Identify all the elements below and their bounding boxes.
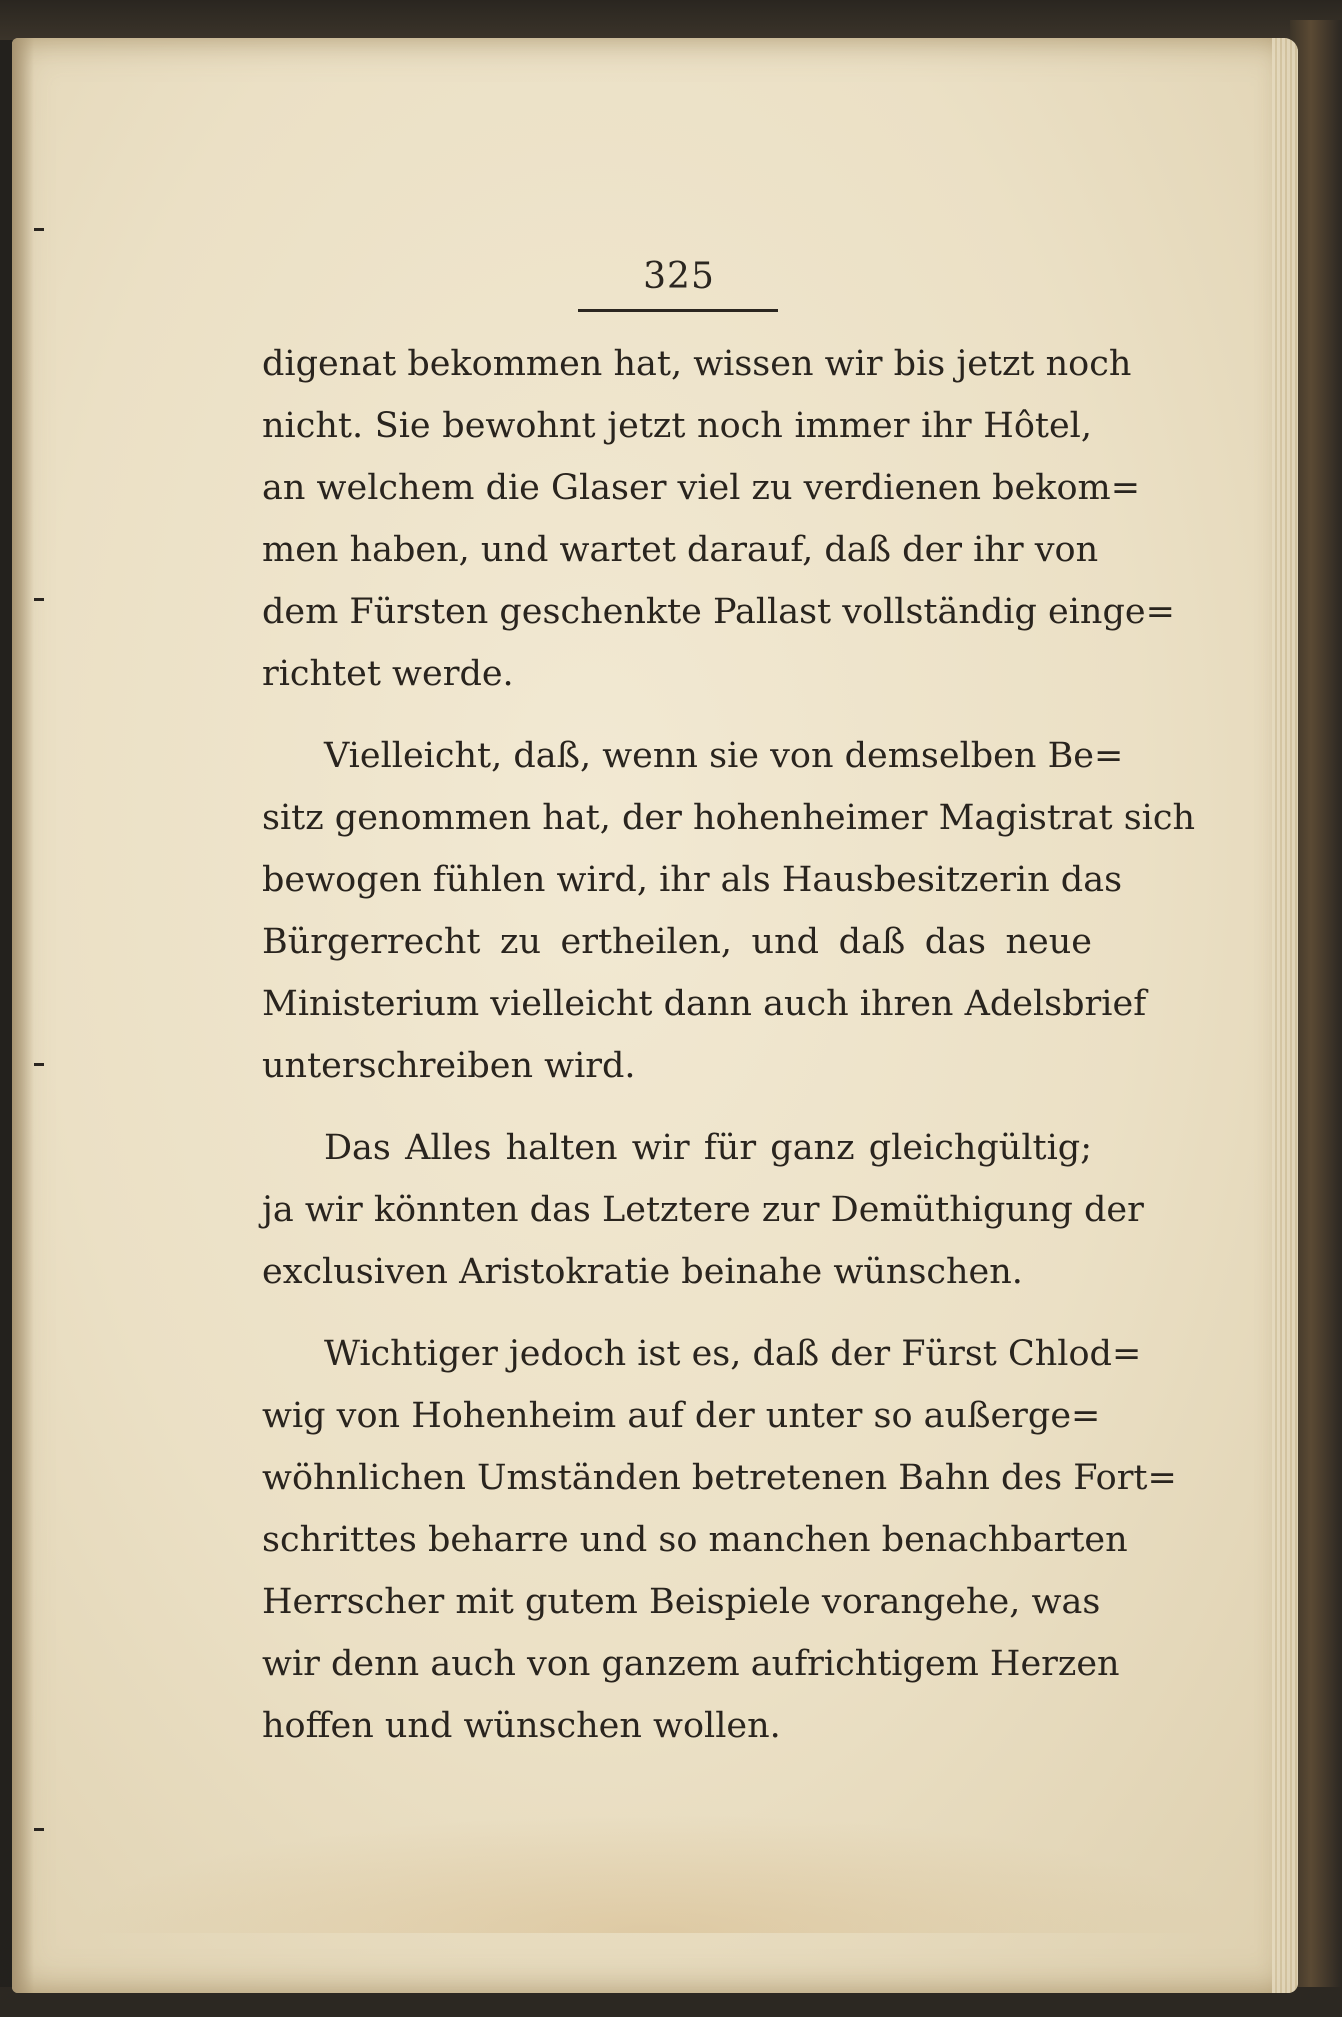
text-line: Herrscher mit gutem Beispiele vorangehe, was (262, 1582, 1101, 1622)
text-line: Bürgerrecht zu ertheilen, und daß das neue (262, 922, 1092, 962)
paragraph (262, 725, 1196, 1097)
text-line: wig von Hohenheim auf der unter so außerge= (262, 1396, 1101, 1436)
water-stain (72, 1813, 1232, 1933)
page-gutter-shadow (12, 38, 34, 1993)
text-line: sitz genommen hat, der hohenheimer Magistrat sich (262, 798, 1196, 838)
book-cover-top (0, 0, 1342, 40)
text-line: wöhnlichen Umständen betretenen Bahn des Fort= (262, 1458, 1177, 1498)
text-line: schrittes beharre und so manchen benachbarten (262, 1520, 1128, 1560)
text-line: digenat bekommen hat, wissen wir bis jetzt noch (262, 344, 1132, 384)
paper-page (12, 38, 1298, 1993)
binding-mark (34, 1828, 44, 1831)
body-text (262, 333, 1196, 1757)
text-line: men haben, und wartet darauf, daß der ihr von (262, 530, 1099, 570)
text-line: an welchem die Glaser viel zu verdienen bekom= (262, 468, 1141, 508)
text-line: Das Alles halten wir für ganz gleichgültig; (324, 1128, 1092, 1168)
text-line: unterschreiben wird. (262, 1046, 636, 1086)
text-line: bewogen fühlen wird, ihr als Hausbesitzerin das (262, 860, 1123, 900)
text-line: Ministerium vielleicht dann auch ihren Adelsbrief (262, 984, 1147, 1024)
text-line: Vielleicht, daß, wenn sie von demselben Be= (324, 736, 1124, 776)
page-edge (1272, 38, 1298, 1993)
text-line: richtet werde. (262, 654, 514, 694)
text-line: dem Fürsten geschenkte Pallast vollständig einge= (262, 592, 1175, 632)
paragraph (262, 1117, 1144, 1303)
text-line: nicht. Sie bewohnt jetzt noch immer ihr Hôtel, (262, 406, 1092, 446)
text-line: hoffen und wünschen wollen. (262, 1706, 781, 1746)
text-line: Wichtiger jedoch ist es, daß der Fürst Chlod= (324, 1334, 1142, 1374)
binding-mark (34, 1063, 44, 1066)
text-line: wir denn auch von ganzem aufrichtigem Herzen (262, 1644, 1120, 1684)
page-number: 325 (643, 256, 715, 297)
binding-mark (34, 228, 44, 231)
paragraph (262, 1323, 1177, 1757)
paragraph (262, 333, 1175, 705)
text-line: ja wir könnten das Letztere zur Demüthigung der (262, 1190, 1144, 1230)
header-rule (578, 309, 778, 312)
text-line: exclusiven Aristokratie beinahe wünschen. (262, 1252, 1023, 1292)
binding-mark (34, 598, 44, 601)
